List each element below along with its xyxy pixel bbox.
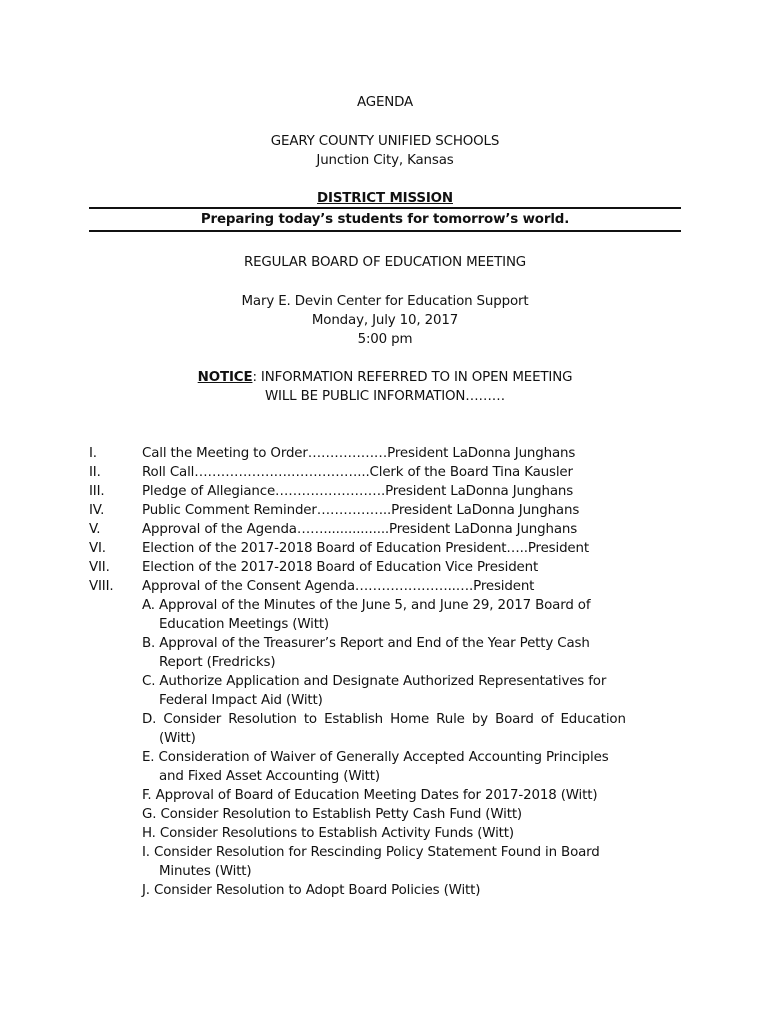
agenda-item-text: Approval of the Consent Agenda…………………..….President [142, 579, 535, 594]
consent-item-line: (Witt) [159, 731, 196, 746]
agenda-item-numeral: VII. [89, 560, 110, 575]
agenda-item-text: Approval of the Agenda……................President LaDonna Junghans [142, 522, 578, 537]
agenda-item-numeral: VI. [89, 541, 106, 556]
agenda-item-numeral: VIII. [89, 579, 114, 594]
organization-name: GEARY COUNTY UNIFIED SCHOOLS [270, 134, 500, 149]
agenda-item-text: Election of the 2017-2018 Board of Education Vice President [142, 560, 539, 575]
meeting-type: REGULAR BOARD OF EDUCATION MEETING [243, 255, 527, 270]
notice-line-1 [0, 370, 770, 385]
agenda-item-text: Call the Meeting to Order………………President LaDonna Junghans [142, 446, 576, 461]
consent-item-line: E. Consideration of Waiver of Generally Accepted Accounting Principles [142, 750, 609, 765]
mission-top-rule [89, 207, 681, 209]
notice-line-2: WILL BE PUBLIC INFORMATION……… [264, 389, 506, 404]
consent-item-line: F. Approval of Board of Education Meeting Dates for 2017-2018 (Witt) [142, 788, 598, 803]
consent-item-line: Minutes (Witt) [159, 864, 252, 879]
notice-line-1-text: : INFORMATION REFERRED TO IN OPEN MEETING [252, 370, 573, 385]
agenda-title: AGENDA [356, 95, 414, 110]
agenda-item-numeral: II. [89, 465, 101, 480]
consent-item-line: Report (Fredricks) [159, 655, 276, 670]
consent-item-line: A. Approval of the Minutes of the June 5, and June 29, 2017 Board of [142, 598, 591, 613]
mission-statement: Preparing today’s students for tomorrow’s world. [200, 212, 570, 227]
agenda-item-numeral: III. [89, 484, 105, 499]
agenda-item-numeral: IV. [89, 503, 105, 518]
mission-bottom-rule [89, 230, 681, 232]
consent-item-line: D. Consider Resolution to Establish Home Rule by Board of Education [142, 712, 626, 727]
meeting-time: 5:00 pm [357, 332, 413, 347]
consent-item-line: G. Consider Resolution to Establish Petty Cash Fund (Witt) [142, 807, 522, 822]
consent-item-line: H. Consider Resolutions to Establish Activity Funds (Witt) [142, 826, 514, 841]
meeting-date: Monday, July 10, 2017 [311, 313, 459, 328]
meeting-venue: Mary E. Devin Center for Education Support [241, 294, 529, 309]
consent-item-line: I. Consider Resolution for Rescinding Policy Statement Found in Board [142, 845, 600, 860]
agenda-item-numeral: V. [89, 522, 101, 537]
consent-item-line: and Fixed Asset Accounting (Witt) [159, 769, 380, 784]
consent-item-line: J. Consider Resolution to Adopt Board Policies (Witt) [142, 883, 481, 898]
agenda-item-text: Pledge of Allegiance…………………….President LaDonna Junghans [142, 484, 574, 499]
agenda-item-text: Election of the 2017-2018 Board of Education President…..President [142, 541, 589, 556]
agenda-item-text: Public Comment Reminder……………..President LaDonna Junghans [142, 503, 580, 518]
mission-heading: DISTRICT MISSION [317, 191, 453, 206]
consent-item-line: C. Authorize Application and Designate Authorized Representatives for [142, 674, 607, 689]
consent-item-line: Federal Impact Aid (Witt) [159, 693, 323, 708]
notice-label: NOTICE [197, 370, 253, 385]
consent-item-line: Education Meetings (Witt) [159, 617, 330, 632]
organization-location: Junction City, Kansas [316, 153, 454, 168]
consent-item-line: B. Approval of the Treasurer’s Report and End of the Year Petty Cash [142, 636, 590, 651]
agenda-item-numeral: I. [89, 446, 97, 461]
agenda-item-text: Roll Call………………….……………...Clerk of the Board Tina Kausler [142, 465, 573, 480]
